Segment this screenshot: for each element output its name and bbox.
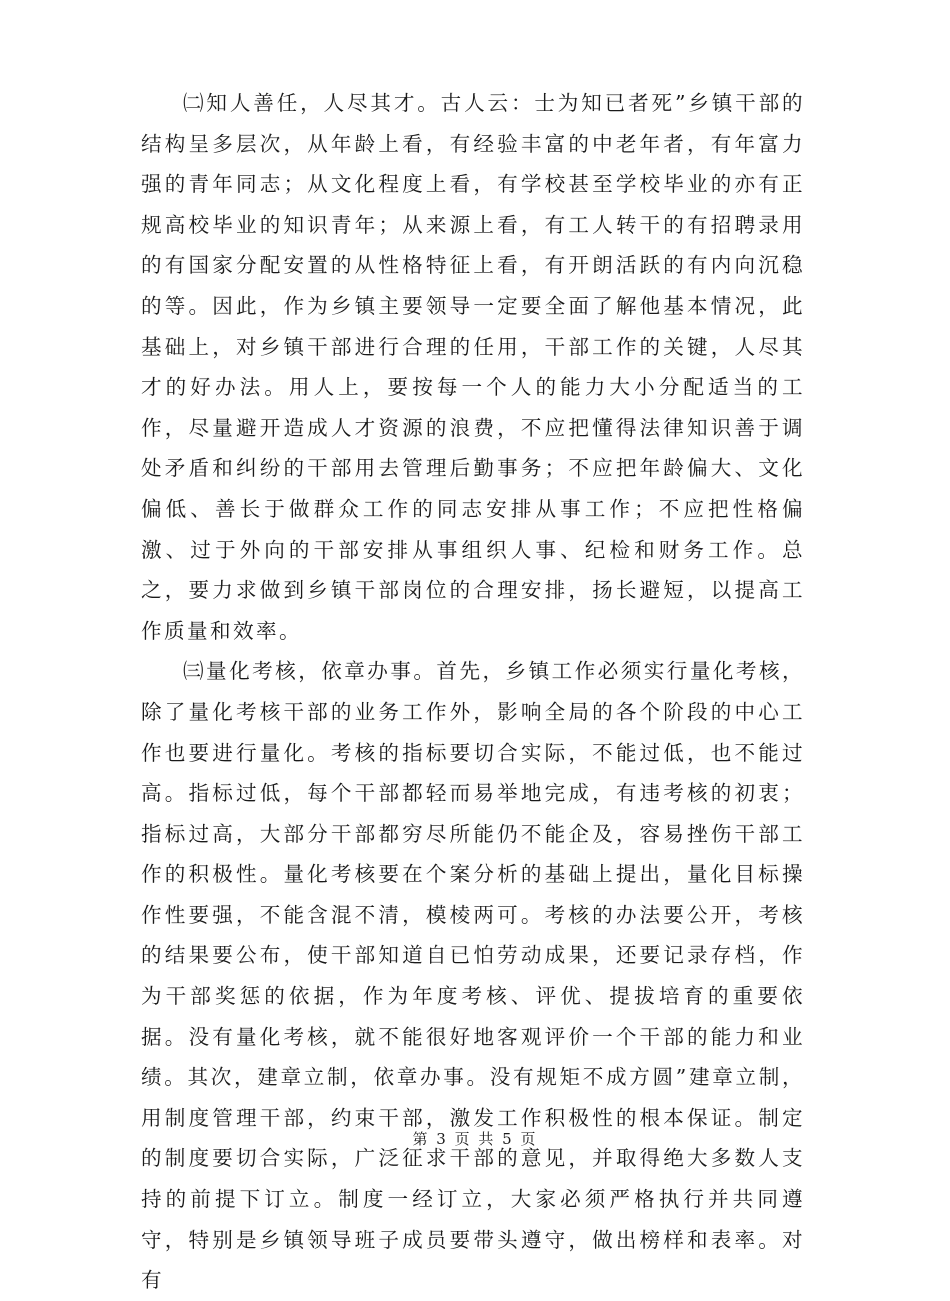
page-number-footer: 第 3 页 共 5 页: [412, 1130, 538, 1148]
document-body: [141, 83, 805, 1301]
paragraph-section-3: ㈢量化考核，依章办事。首先，乡镇工作必须实行量化考核，除了量化考核干部的业务工作外，影响全局的各个阶段的中心工作也要进行量化。考核的指标要切合实际，不能过低，也不能过高。指标过低，每个干部都轻而易举地完成，有违考核的初衷；指标过高，大部分干部都穷尽所能仍不能企及，容易挫伤干部工作的积极性。量化考核要在个案分析的基础上提出，量化目标操作性要强，不能含混不清，模棱两可。考核的办法要公开，考核的结果要公布，使干部知道自已怕劳动成果，还要记录存档，作为干部奖惩的依据，作为年度考核、评优、提拔培育的重要依据。没有量化考核，就不能很好地客观评价一个干部的能力和业绩。其次，建章立制，依章办事。没有规矩不成方圆”建章立制，用制度管理干部，约束干部，激发工作积极性的根本保证。制定的制度要切合实际，广泛征求干部的意见，并取得绝大多数人支持的前提下订立。制度一经订立，大家必须严格执行并共同遵守，特别是乡镇领导班子成员要带头遵守，做出榜样和表率。对有: [141, 659, 805, 1293]
paragraph-section-2: ㈡知人善任，人尽其才。古人云：士为知已者死”乡镇干部的结构呈多层次，从年龄上看，有经验丰富的中老年者，有年富力强的青年同志；从文化程度上看，有学校甚至学校毕业的亦有正规高校毕业的知识青年；从来源上看，有工人转干的有招聘录用的有国家分配安置的从性格特征上看，有开朗活跃的有内向沉稳的等。因此，作为乡镇主要领导一定要全面了解他基本情况，此基础上，对乡镇干部进行合理的任用，干部工作的关键，人尽其才的好办法。用人上，要按每一个人的能力大小分配适当的工作，尽量避开造成人才资源的浪费，不应把懂得法律知识善于调处矛盾和纠纷的干部用去管理后勤事务；不应把年龄偏大、文化偏低、善长于做群众工作的同志安排从事工作；不应把性格偏激、过于外向的干部安排从事组织人事、纪检和财务工作。总之，要力求做到乡镇干部岗位的合理安排，扬长避短，以提高工作质量和效率。: [141, 91, 805, 643]
